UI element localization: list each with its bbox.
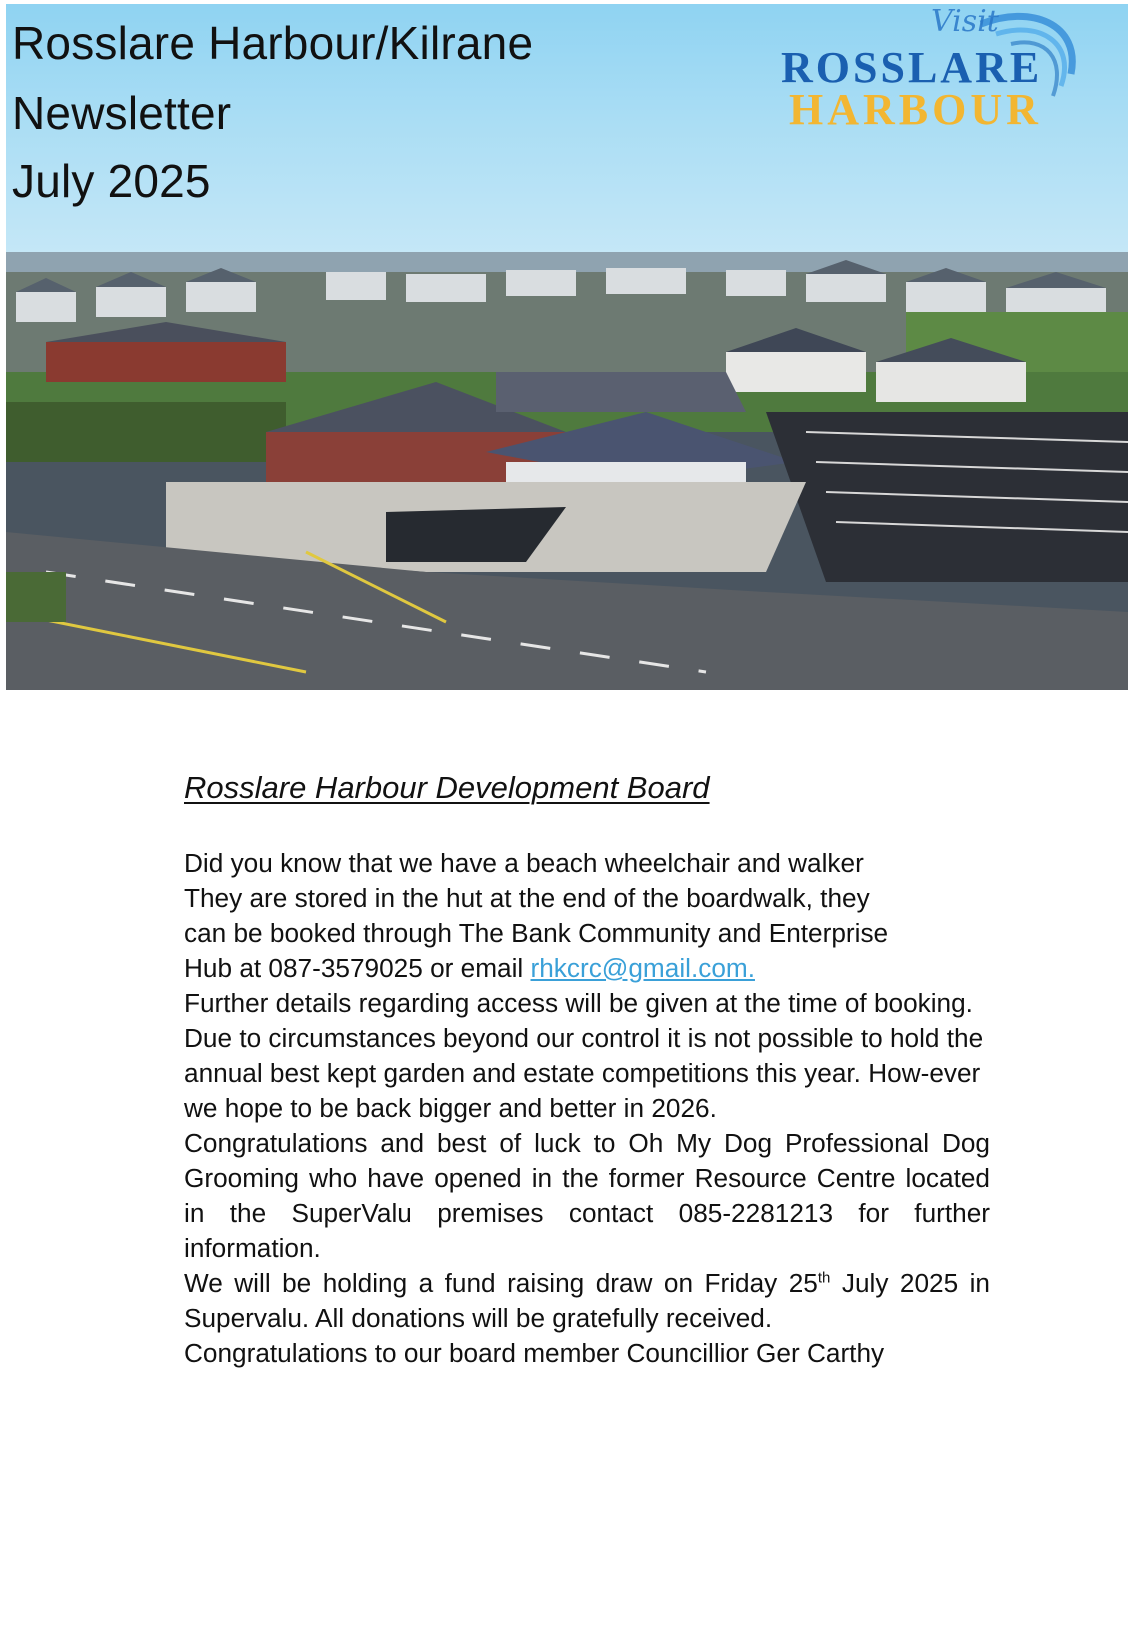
p1-line-1: Did you know that we have a beach wheelchair and walker <box>184 848 864 878</box>
paragraph-3: Congratulations and best of luck to Oh My Dog Professional Dog Grooming who have opened in the former Resource Centre located in the SuperValu premises contact 085-2281213 for further information. <box>184 1128 990 1263</box>
paragraph-4 <box>184 1266 990 1336</box>
paragraph-1 <box>184 846 990 986</box>
section-heading: Rosslare Harbour Development Board <box>184 770 710 805</box>
paragraph-2: Further details regarding access will be given at the time of booking. Due to circumstances beyond our control it is not possible to hold the annual best kept garden and estate competitions this year. How-ever we hope to be back bigger and better in 2026. <box>184 988 984 1123</box>
logo-visit-text: Visit <box>931 4 999 39</box>
aerial-photo <box>6 252 1128 690</box>
title-line-3: July 2025 <box>12 155 211 207</box>
visit-rosslare-harbour-logo <box>781 4 1101 134</box>
p4-text-before: We will be holding a fund raising draw on Friday 25 <box>184 1268 818 1298</box>
p4-superscript: th <box>817 1269 831 1287</box>
p4-text-after: July 2025 in Supervalu. All donations will be gratefully received. <box>184 1268 990 1333</box>
p1-line-2: They are stored in the hut at the end of the boardwalk, they <box>184 883 870 913</box>
title-line-2: Newsletter <box>12 87 232 139</box>
logo-harbour-text: HARBOUR <box>789 85 1042 134</box>
title-line-1: Rosslare Harbour/Kilrane <box>12 17 534 69</box>
article-body <box>184 846 990 1371</box>
paragraph-5: Congratulations to our board member Councillior Ger Carthy <box>184 1338 885 1368</box>
newsletter-header <box>6 4 1128 252</box>
p1-line-3: can be booked through The Bank Community and Enterprise <box>184 918 889 948</box>
logo-rosslare-text: ROSSLARE <box>781 43 1043 92</box>
p1-line-4: Hub at 087-3579025 or email <box>184 953 531 983</box>
email-link[interactable]: rhkcrc@gmail.com. <box>530 953 755 983</box>
